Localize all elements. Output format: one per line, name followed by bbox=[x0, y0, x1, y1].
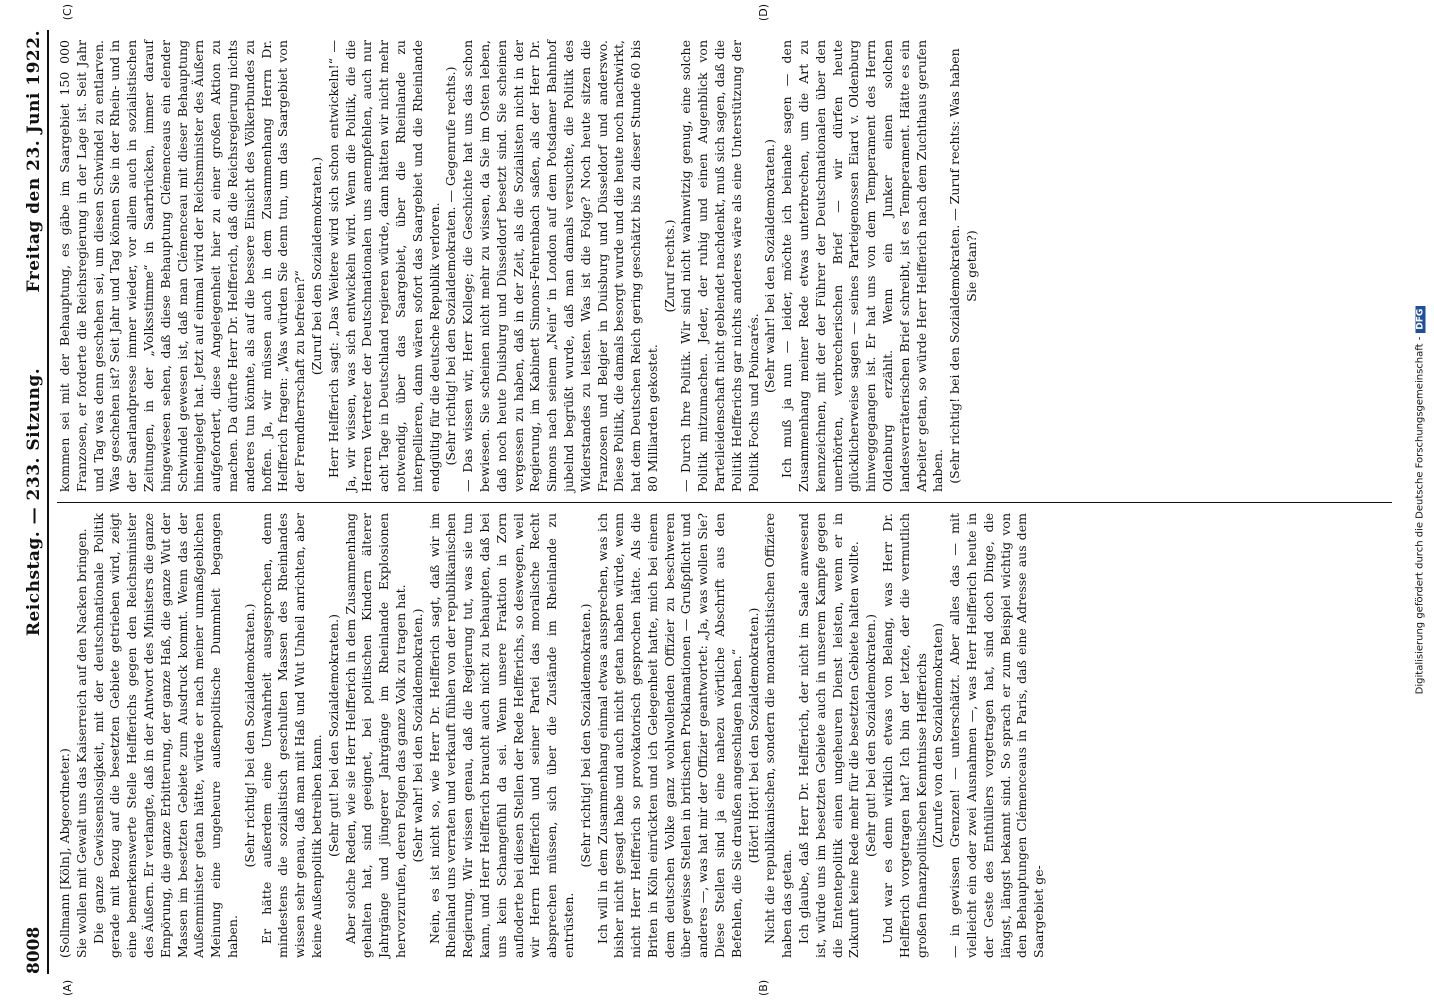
interjection: (Sehr richtig! bei den Sozialdemokraten. — Gegenrufe rechts.) bbox=[443, 66, 459, 466]
paragraph: Sie wollen mit Gewalt uns das Kaiserreich auf den Nacken bringen. bbox=[73, 528, 89, 958]
paragraph: Nein, es ist nicht so, wie Herr Dr. Helfferich sagt, daß wir im Rheinland uns verraten und verkauft fühlen von der republikanischen Regierung. Wir wissen genau, daß die Regierung tut, was sie tun kann, und Herr Helfferich braucht auch nicht zu behaupten, daß bei uns kein Schamgefühl da sei. Wenn unsere Fraktion in Zorn aufloderte bei diesen Stellen der Rede Helfferichs, so deswegen, weil wir Herrn Helfferich und seiner Partei das moralische Recht absprechen müssen, sich über die Zustände im Rheinlande zu entrüsten. bbox=[426, 513, 576, 958]
paragraph: Aber solche Reden, wie sie Herr Helfferich in dem Zusammenhang gehalten hat, sind geeignet, bei politischen Kindern älterer Jahrgänge und jüngerer Jahrgänge im Rheinlande Explosionen hervorzurufen, deren Folgen das ganze Volk zu tragen hat. bbox=[342, 513, 408, 958]
interjection: (Sehr richtig! bei den Sozialdemokraten.) bbox=[241, 603, 257, 868]
page-header bbox=[18, 30, 49, 974]
interjection: (Sehr richtig! bei den Sozialdemokraten. — Zuruf rechts: Was haben Sie getan?) bbox=[947, 48, 980, 484]
paragraph: — in gewissen Grenzen! — unterschätzt. Aber alles das — mit vielleicht ein oder zwei Ausnahmen —, was Herr Helfferich heute in der Geste des Enthüllers vorgetragen hat, sind doch Dinge, die längst, längst bekannt sind. So sprach er zum Beispiel wichtig von den Behauptungen Clémenceaus in Paris, daß eine Adresse aus dem Saargebiet ge- bbox=[947, 513, 1047, 958]
paragraph: Herr Helfferich sagt: „Das Weitere wird sich schon entwickeln!“ — Ja, wir wissen, was sich entwickeln wird. Wenn die Politik, die die Herren Vertreter der Deutschnationalen uns anempfehlen, auch nur acht Tage in Deutschland regieren würde, dann hätten wir nicht mehr notwendig, über das Saargebiet, über die Rheinlande zu interpellieren, dann wären sofort das Saargebiet und die Rheinlande endgültig für die deutsche Republik verloren. bbox=[325, 40, 442, 492]
margin-marker-c: (C) bbox=[61, 4, 74, 21]
interjection: (Sehr richtig! bei den Sozialdemokraten.) bbox=[577, 603, 593, 868]
interjection: (Zurufe von den Sozialdemokraten) bbox=[930, 623, 946, 848]
paragraph: Ich muß ja nun — leider, möchte ich beinahe sagen — den Zusammenhang meiner Rede etwas unterbrechen, um die Art zu kennzeichnen, mit der der Führer der Deutschnationalen über den unerhörten, verbrecherischen Brief — wir dürfen heute glücklicherweise sagen — seines Parteigenossen Eiard v. Oldenburg hinweggegangen ist. Er hat uns von dem Temperament des Herrn Oldenburg erzählt. Wenn ein Junker einen solchen landesverräterischen Brief schreibt, ist es Temperament. Hätte es ein Arbeiter getan, so würde Herr Helfferich nach dem Zuchthaus gerufen haben. bbox=[779, 40, 946, 492]
interjection: (Sehr wahr! bei den Sozialdemokraten.) bbox=[409, 608, 425, 863]
margin-marker-a: (A) bbox=[61, 979, 74, 996]
digitization-credit bbox=[1415, 0, 1426, 1000]
session-date: Freitag den 23. Juni 1922. bbox=[24, 30, 44, 293]
paragraph: kommen sei mit der Behauptung, es gäbe im Saargebiet 150 000 Franzosen, er forderte die Reichsregierung in der Lage ist. Seit Jahr und Tag was denn geschehen sei, um diesen Schwindel zu entlarven. Was geschehen ist? Seit Jahr und Tag können Sie in der Rhein- und in der Saarlandpresse immer wieder, vor allem auch in sozialistischen Zeitungen, in der „Volksstimme“ in Saarbrücken, immer darauf hingewiesen sehen, daß diese Behauptung Clémenceaus ein elender Schwindel gewesen ist, daß man Clémenceau mit dieser Behauptung hineingelegt hat. Jetzt auf einmal wird der Reichsminister des Äußern aufgefordert, diese Angelegenheit hier zu einer großen Aktion zu machen. Da dürfte Herr Dr. Helfferich, daß die Reichsregierung nichts anderes tun könnte, als auf die bessere Einsicht des Völkerbundes zu hoffen. Ja, wir müssen auch in dem Zusammenhang Herrn Dr. Helfferich fragen: „Was würden Sie denn tun, um das Saargebiet von der Fremdherrschaft zu befreien?“ bbox=[57, 40, 308, 492]
text-columns bbox=[57, 4, 1392, 996]
paragraph: Ich will in dem Zusammenhang einmal etwas aussprechen, was ich bisher nicht gesagt habe und auch nicht getan haben würde, wenn nicht Herr Helfferich so provokatorisch gesprochen hätte. Als die Briten in Köln einrückten und ich Gelegenheit hatte, mich bei einem dem deutschen Volke ganz wohlwollenden Offizier zu beschweren über gewisse Stellen in britischen Proklamationen — Grußpflicht und anderes —, was hat mir der Offizier geantwortet: „Ja, was wollen Sie? Diese Stellen sind ja eine nahezu wörtliche Abschrift aus den Befehlen, die Sie draußen angeschlagen haben.“ bbox=[594, 513, 744, 958]
page-title: Reichstag. — 233. Sitzung. bbox=[24, 367, 44, 637]
paragraph: Nicht die republikanischen, sondern die monarchistischen Offiziere haben das getan. bbox=[762, 513, 795, 958]
page-number: 8008 bbox=[24, 926, 44, 974]
paragraph: Er hätte außerdem eine Unwahrheit ausgesprochen, denn mindestens die sozialistisch geschulten Massen des Rheinlandes wissen sehr genau, daß man mit Haß und Wut Unheil anrichten, aber keine Außenpolitik betreiben kann. bbox=[258, 513, 324, 958]
interjection: (Sehr wahr! bei den Sozialdemokraten.) bbox=[762, 138, 778, 394]
interjection: (Zuruf bei den Sozialdemokraten.) bbox=[308, 156, 324, 376]
interjection: (Zuruf rechts.) bbox=[661, 219, 677, 313]
interjection: (Sehr gut! bei den Sozialdemokraten.) bbox=[325, 614, 341, 857]
credit-text: Digitalisierung gefördert durch die Deutsche Forschungsgemeinschaft - bbox=[1414, 336, 1426, 695]
left-column bbox=[57, 502, 1392, 974]
interjection: (Sehr gut! bei den Sozialdemokraten.) bbox=[863, 614, 879, 857]
right-column bbox=[57, 30, 1392, 502]
paragraph: — Durch Ihre Politik. Wir sind nicht wahnwitzig genug, eine solche Politik mitzumachen. Jeder, der ruhig und einen Augenblick von Parteileidenschaft nicht geblendet nachdenkt, muß sich sagen, daß die Politik Helfferichs gar nichts anderes wäre als eine Unterstützung der Politik Fochs und Poincarés. bbox=[678, 40, 761, 492]
paragraph: Die ganze Gewissenslosigkeit, mit der deutschnationale Politik gerade mit Bezug auf die besetzten Gebiete getrieben wird, zeigt eine bemerkenswerte Stelle Helfferichs gegen den Reichsminister des Äußern. Er verlangte, daß in der Antwort des Ministers die ganze Empörung, die ganze Erbitterung, der ganze Haß, die ganze Wut der Massen im besetzten Gebiete zum Ausdruck kommt. Wenn das der Außenminister getan hätte, würde er nach meiner unmaßgeblichen Meinung eine ungeheure außenpolitische Dummheit begangen haben. bbox=[90, 513, 240, 958]
dfg-logo: DFG bbox=[1416, 306, 1426, 333]
margin-marker-b: (B) bbox=[757, 979, 770, 996]
paragraph: — Das wissen wir, Herr Kollege; die Geschichte hat uns das schon bewiesen. Sie scheinen nicht mehr zu wissen, da Sie im Osten leben, daß noch heute Duisburg und Düsseldorf besetzt sind. Sie scheinen vergessen zu haben, daß in der Zeit, als die Sozialisten nicht in der Regierung, im Kabinett Simons-Fehrenbach saßen, als der Herr Dr. Simons nach seinem „Nein“ in London auf dem Potsdamer Bahnhof jubelnd begrüßt wurde, daß man damals versuchte, die Politik des Widerstandes zu leisten. Was ist die Folge? Noch heute sitzen die Franzosen und Belgier in Duisburg und Düsseldorf und anderswo. Diese Politik, die damals besorgt wurde und die heute noch nachwirkt, hat dem Deutschen Reich gering geschätzt bis zu dieser Stunde 60 bis 80 Milliarden gekostet. bbox=[460, 40, 660, 492]
margin-marker-d: (D) bbox=[757, 4, 770, 22]
paragraph: Und war es denn wirklich etwas von Belang, was Herr Dr. Helfferich vorgetragen hat? Ich bin der letzte, der die vermutlich großen finanzpolitischen Kenntnisse Helfferichs bbox=[880, 513, 929, 958]
interjection: (Hört! Hört! bei den Sozialdemokraten.) bbox=[745, 607, 761, 864]
paragraph: (Sollmann [Köln], Abgeordneter.) bbox=[57, 748, 72, 958]
paragraph: Ich glaube, daß Herr Dr. Helfferich, der nicht im Saale anwesend ist, würde uns im besetzten Gebiete auch in unserem Kampfe gegen die Ententepolitik einen ungeheuren Dienst leisten, wenn er in Zukunft keine Rede mehr für die besetzten Gebiete halten wollte. bbox=[796, 513, 862, 958]
